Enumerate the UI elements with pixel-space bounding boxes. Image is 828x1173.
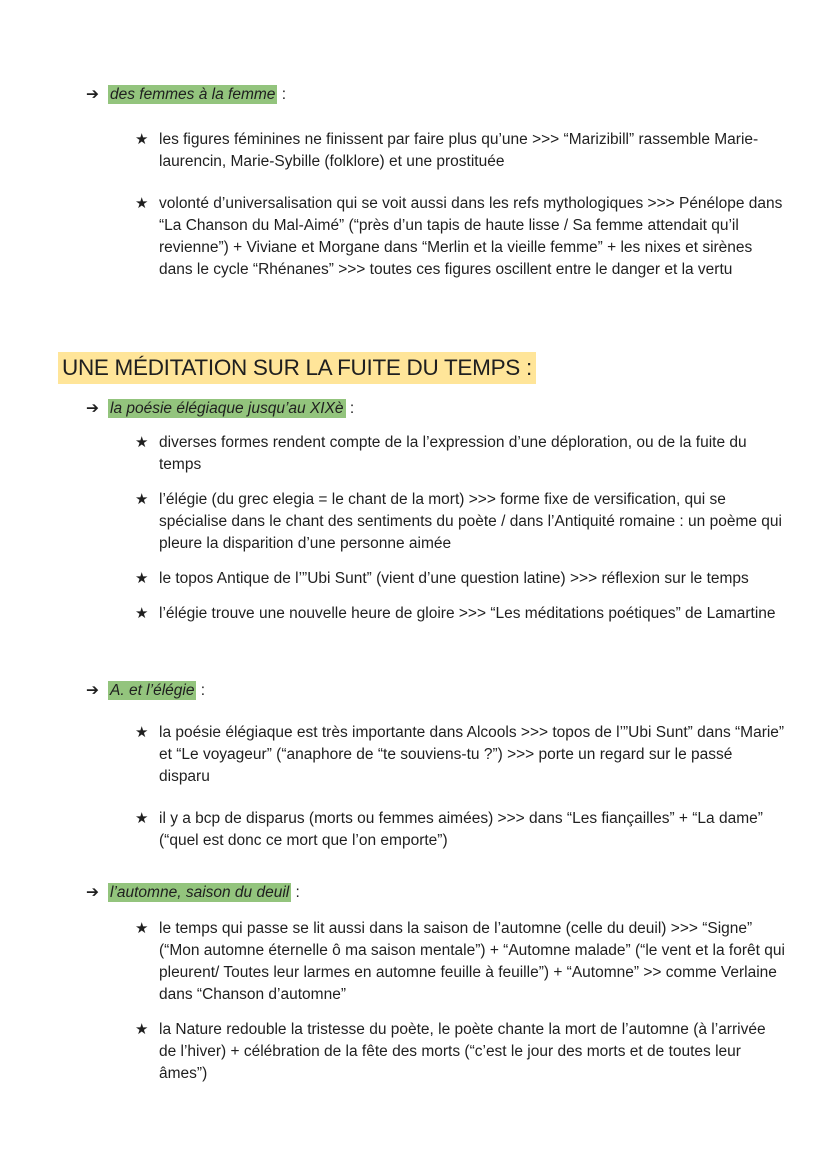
list-item: [135, 193, 785, 281]
subhead-automne: [86, 882, 300, 904]
subhead-colon: :: [196, 682, 206, 699]
bullet-list-2: [135, 432, 785, 625]
star-icon: ★: [135, 724, 149, 741]
subhead-des-femmes: [86, 84, 286, 106]
list-item: [135, 568, 785, 590]
bullet-text: la poésie élégiaque est très importante dans Alcools >>> topos de l’”Ubi Sunt” dans “Marie” et “Le voyageur” (“anaphore de “te souviens-tu ?”) >>> porte un regard sur le passé disparu: [159, 724, 785, 785]
bullet-list-3: [135, 722, 785, 852]
subhead-colon: :: [291, 884, 300, 901]
star-icon: ★: [135, 195, 149, 212]
subhead-colon: :: [277, 86, 287, 103]
subhead-label: des femmes à la femme: [110, 86, 276, 103]
subhead-label: l’automne, saison du deuil: [110, 884, 290, 901]
star-icon: ★: [135, 570, 149, 587]
list-item: [135, 603, 785, 625]
subhead-a-et-elegie: [86, 680, 205, 702]
star-icon: ★: [135, 920, 149, 937]
bullet-text: l’élégie trouve une nouvelle heure de gloire >>> “Les méditations poétiques” de Lamartine: [159, 605, 776, 622]
star-icon: ★: [135, 491, 149, 508]
arrow-right-icon: ➔: [86, 400, 99, 417]
star-icon: ★: [135, 131, 149, 148]
list-item: [135, 129, 785, 173]
bullet-text: l’élégie (du grec elegia = le chant de la mort) >>> forme fixe de versification, qui se spécialise dans le chant des sentiments du poète / dans l’Antiquité romaine : un poème qui pleure la disparition d’une personne aimée: [159, 491, 782, 552]
arrow-right-icon: ➔: [86, 86, 99, 103]
subhead-colon: :: [345, 400, 355, 417]
subhead-label: la poésie élégiaque jusqu’au XIXè: [110, 400, 344, 417]
bullet-list-1: [135, 129, 785, 281]
bullet-text: il y a bcp de disparus (morts ou femmes aimées) >>> dans “Les fiançailles” + “La dame” (“quel est donc ce mort que l’on emporte”): [159, 810, 763, 849]
arrow-right-icon: ➔: [86, 884, 99, 901]
list-item: [135, 1019, 785, 1085]
subhead-label: A. et l’élégie: [110, 682, 195, 699]
bullet-text: diverses formes rendent compte de la l’expression d’une déploration, ou de la fuite du temps: [159, 434, 747, 473]
arrow-right-icon: ➔: [86, 682, 99, 699]
list-item: [135, 432, 785, 476]
bullet-text: les figures féminines ne finissent par faire plus qu’une >>> “Marizibill” rassemble Marie-laurencin, Marie-Sybille (folklore) et une prostituée: [159, 131, 759, 170]
star-icon: ★: [135, 810, 149, 827]
list-item: [135, 489, 785, 555]
list-item: [135, 918, 785, 1006]
bullet-text: la Nature redouble la tristesse du poète, le poète chante la mort de l’automne (à l’arrivée de l’hiver) + célébration de la fête des morts (“c’est le jour des morts et de toutes leur âmes”): [159, 1021, 766, 1082]
list-item: [135, 808, 785, 852]
bullet-text: le temps qui passe se lit aussi dans la saison de l’automne (celle du deuil) >>> “Signe” (“Mon automne éternelle ô ma saison mentale”) + “Automne malade” (“le vent et la forêt qui pleurent/ Toutes leur larmes en automne feuille à feuille”) + “Automne” >> comme Verlaine dans “Chanson d’automne”: [159, 920, 785, 1003]
subhead-poesie-elegiaque: [86, 398, 354, 420]
star-icon: ★: [135, 1021, 149, 1038]
bullet-text: le topos Antique de l’”Ubi Sunt” (vient d’une question latine) >>> réflexion sur le temps: [159, 570, 749, 587]
star-icon: ★: [135, 605, 149, 622]
section-title: UNE MÉDITATION SUR LA FUITE DU TEMPS :: [58, 352, 536, 384]
star-icon: ★: [135, 434, 149, 451]
bullet-list-4: [135, 918, 785, 1085]
list-item: [135, 722, 785, 788]
bullet-text: volonté d’universalisation qui se voit aussi dans les refs mythologiques >>> Pénélope dans “La Chanson du Mal-Aimé” (“près d’un tapis de haute lisse / Sa femme attendait qu’il revienne”) + Viviane et Morgane dans “Merlin et la vieille femme” + les nixes et sirènes dans le cycle “Rhénanes” >>> toutes ces figures oscillent entre le danger et la vertu: [159, 195, 783, 278]
